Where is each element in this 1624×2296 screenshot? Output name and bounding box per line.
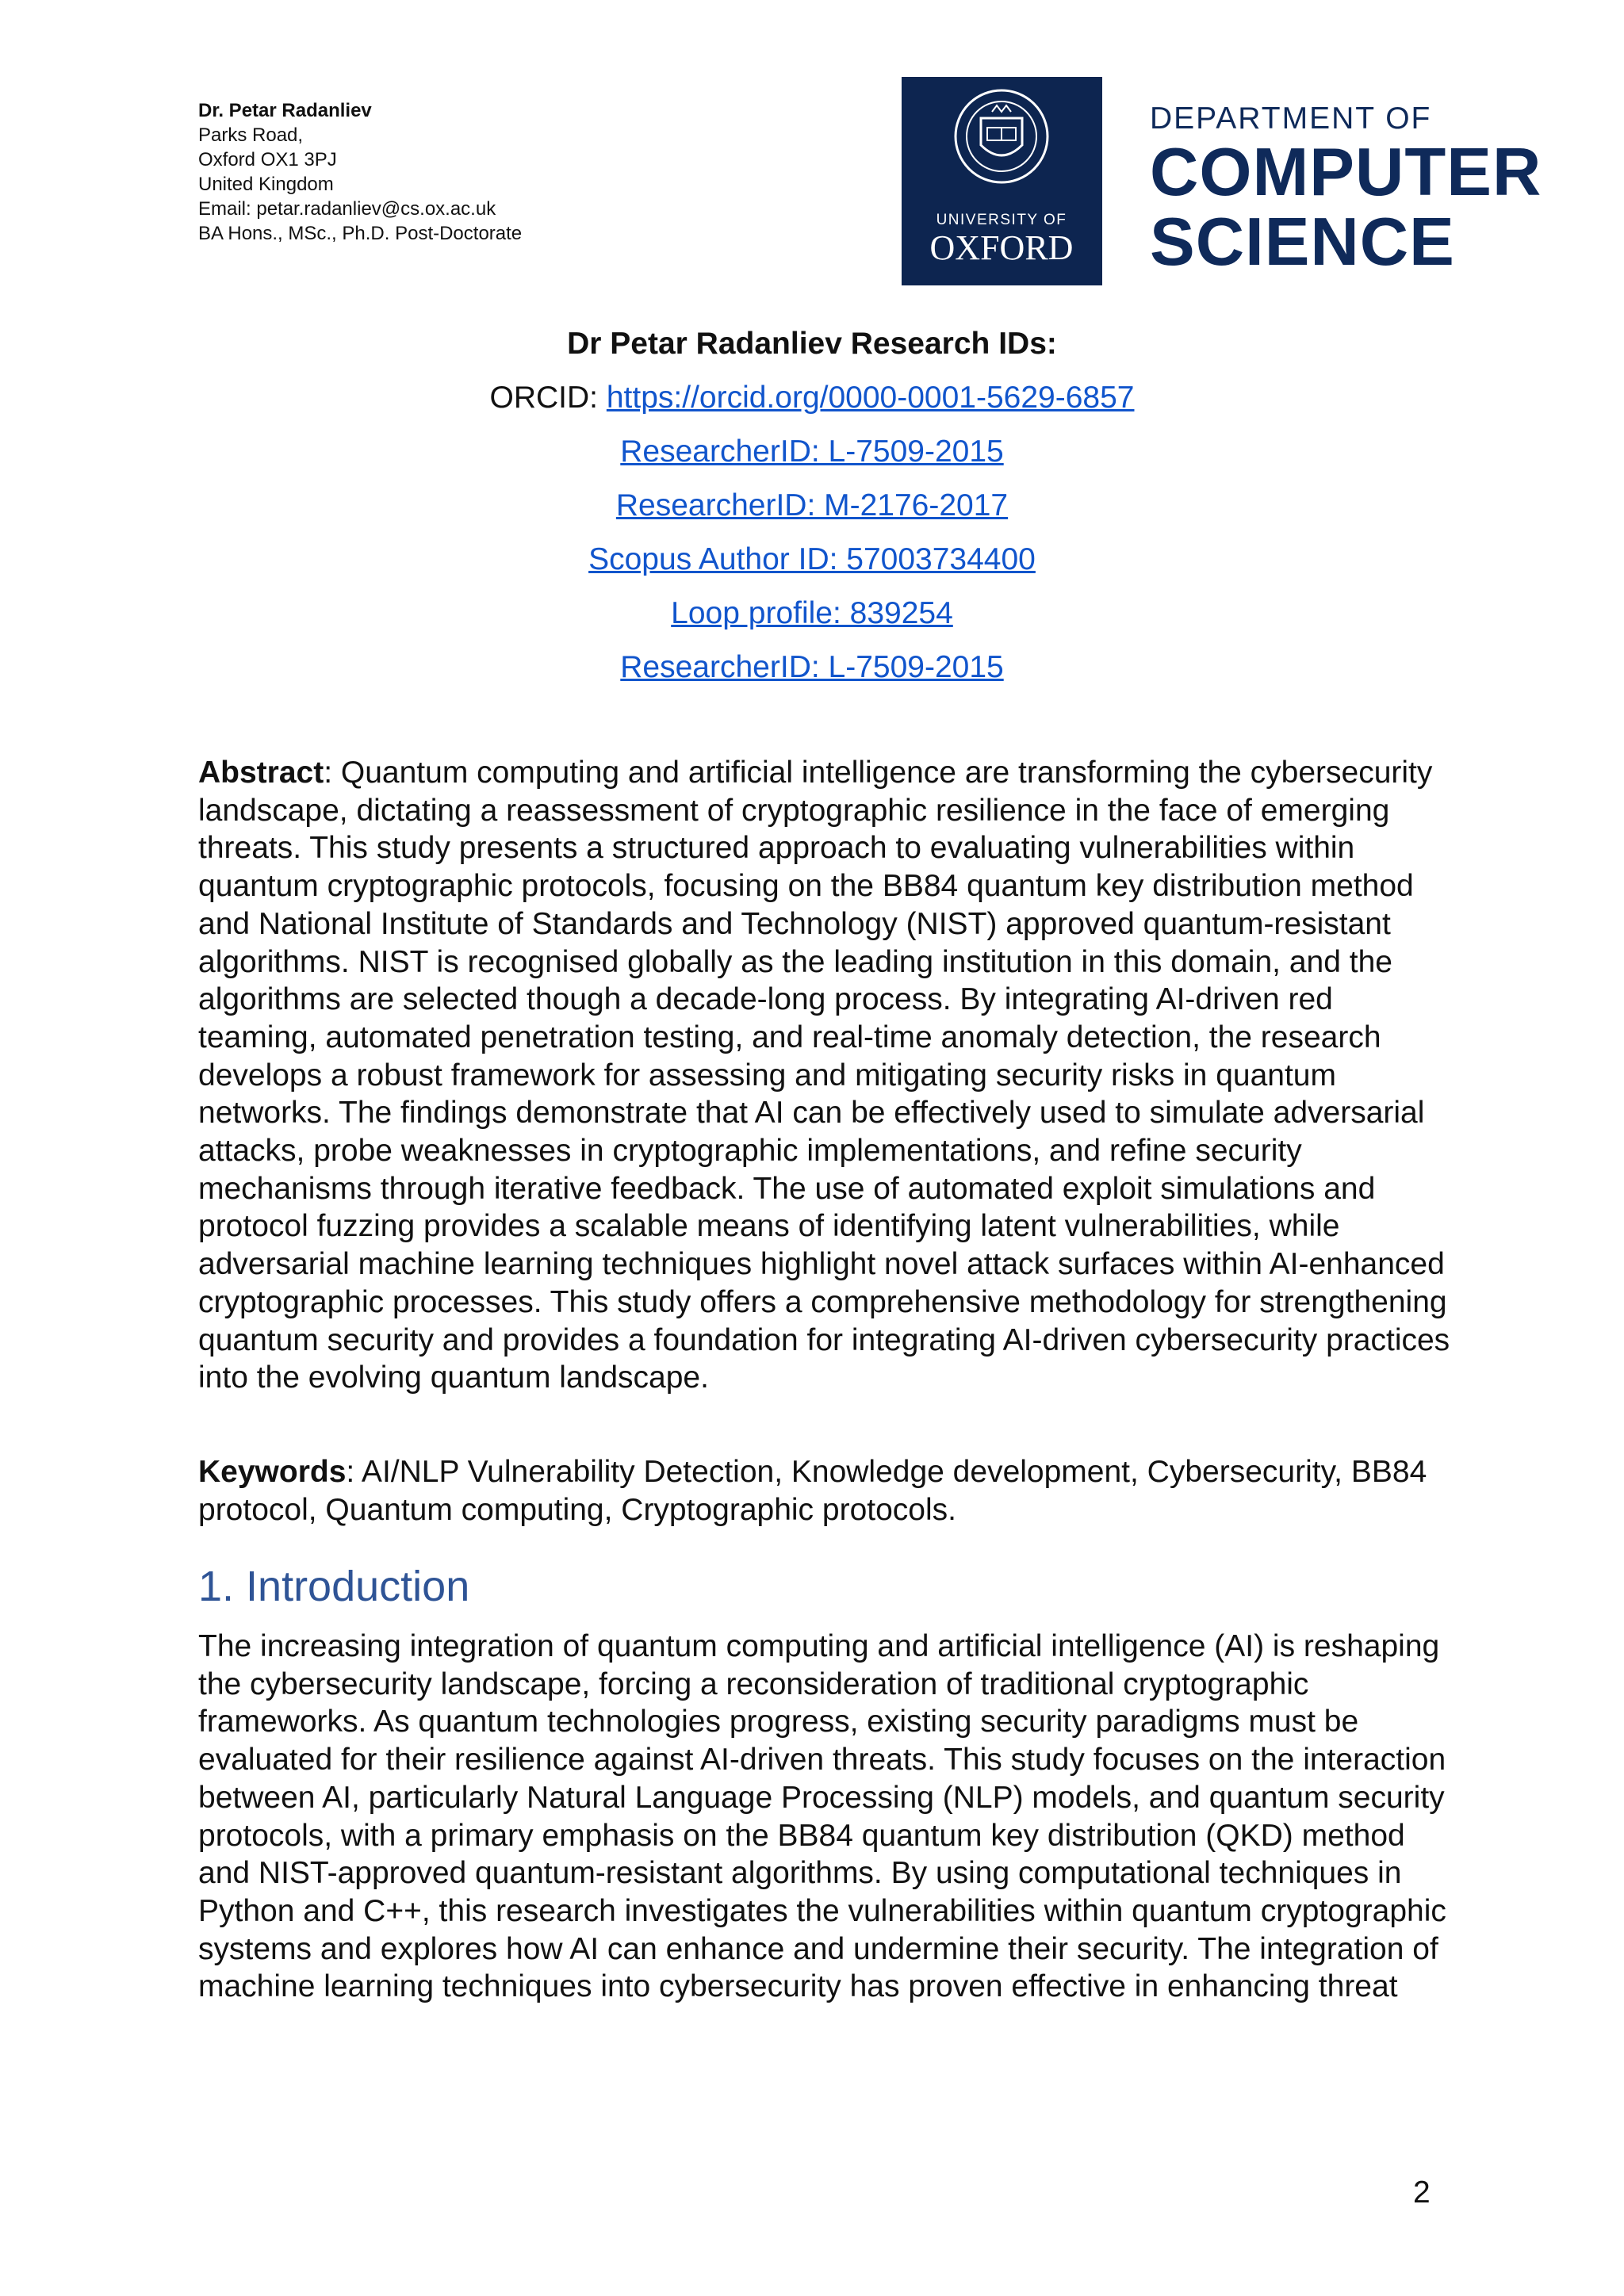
introduction-heading: 1. Introduction	[198, 1563, 470, 1610]
researcher-id-link[interactable]: ResearcherID: L-7509-2015	[620, 434, 1004, 469]
researcher-id-row	[0, 641, 1624, 695]
page-number: 2	[1413, 2175, 1431, 2210]
author-address-line: Parks Road,	[198, 124, 304, 146]
orcid-label: ORCID:	[489, 381, 607, 415]
research-ids	[0, 317, 1624, 695]
oxford-crest	[902, 77, 1102, 285]
keywords-text: : AI/NLP Vulnerability Detection, Knowledge development, Cybersecurity, BB84 protocol, Quantum computing, Cryptographic protocols.	[198, 1455, 1427, 1527]
oxford-crest-icon	[902, 77, 1102, 285]
university-of-text: UNIVERSITY OF	[936, 212, 1067, 228]
department-name	[1150, 100, 1542, 280]
introduction-paragraph: The increasing integration of quantum computing and artificial intelligence (AI) is reshaping the cybersecurity landscape, forcing a reconsideration of traditional cryptographic frameworks. As quantum technologies progress, existing security paradigms must be evaluated for their resilience against AI-driven threats. This study focuses on the interaction between AI, particularly Natural Language Processing (NLP) models, and quantum security protocols, with a primary emphasis on the BB84 quantum key distribution (QKD) method and NIST-approved quantum-resistant algorithms. By using computational techniques in Python and C++, this research investigates the vulnerabilities within quantum cryptographic systems and explores how AI can enhance and undermine their security. The integration of machine learning techniques into cybersecurity has proven effective in enhancing threat	[198, 1629, 1446, 2004]
department-of-text: DEPARTMENT OF	[1150, 101, 1432, 136]
research-ids-title: Dr Petar Radanliev Research IDs:	[567, 327, 1057, 361]
researcher-id-row	[0, 425, 1624, 479]
author-name: Dr. Petar Radanliev	[198, 100, 372, 121]
computer-text: COMPUTER	[1150, 135, 1542, 210]
oxford-logo	[902, 77, 1102, 285]
abstract-text: : Quantum computing and artificial intelligence are transforming the cybersecurity landscape, dictating a reassessment of cryptographic resilience in the face of emerging threats. This study presents a structured approach to evaluating vulnerabilities within quantum cryptographic protocols, focusing on the BB84 quantum key distribution method and National Institute of Standards and Technology (NIST) approved quantum-resistant algorithms. NIST is recognised globally as the leading institution in this domain, and the algorithms are selected though a decade-long process. By integrating AI-driven red teaming, automated penetration testing, and real-time anomaly detection, the research develops a robust framework for assessing and mitigating security risks in quantum networks. The findings demonstrate that AI can be effectively used to simulate adversarial attacks, probe weaknesses in cryptographic implementations, and refine security mechanisms through iterative feedback. The use of automated exploit simulations and protocol fuzzing provides a scalable means of identifying latent vulnerabilities, while adversarial machine learning techniques highlight novel attack surfaces within AI-enhanced cryptographic processes. This study offers a comprehensive methodology for strengthening quantum security and provides a foundation for integrating AI-driven cybersecurity practices into the evolving quantum landscape.	[198, 756, 1450, 1395]
loop-row	[0, 587, 1624, 641]
abstract-label: Abstract	[198, 756, 324, 790]
abstract-paragraph	[198, 754, 1451, 1397]
researcher-id-link[interactable]: ResearcherID: M-2176-2017	[615, 488, 1009, 522]
science-text: SCIENCE	[1150, 205, 1455, 280]
scopus-row	[0, 533, 1624, 587]
scopus-link[interactable]: Scopus Author ID: 57003734400	[588, 542, 1036, 576]
author-email: Email: petar.radanliev@cs.ox.ac.uk	[198, 198, 496, 220]
loop-link[interactable]: Loop profile: 839254	[671, 596, 953, 630]
author-address-line: United Kingdom	[198, 174, 334, 195]
author-address-line: Oxford OX1 3PJ	[198, 149, 337, 170]
researcher-id-link[interactable]: ResearcherID: L-7509-2015	[620, 650, 1004, 684]
orcid-row	[0, 371, 1624, 425]
orcid-link[interactable]: https://orcid.org/0000-0001-5629-6857	[606, 381, 1135, 415]
author-degrees: BA Hons., MSc., Ph.D. Post-Doctorate	[198, 223, 523, 244]
oxford-text: OXFORD	[929, 228, 1074, 267]
keywords-paragraph	[198, 1453, 1451, 1529]
author-block	[198, 98, 522, 246]
keywords-label: Keywords	[198, 1455, 347, 1489]
researcher-id-row	[0, 479, 1624, 533]
